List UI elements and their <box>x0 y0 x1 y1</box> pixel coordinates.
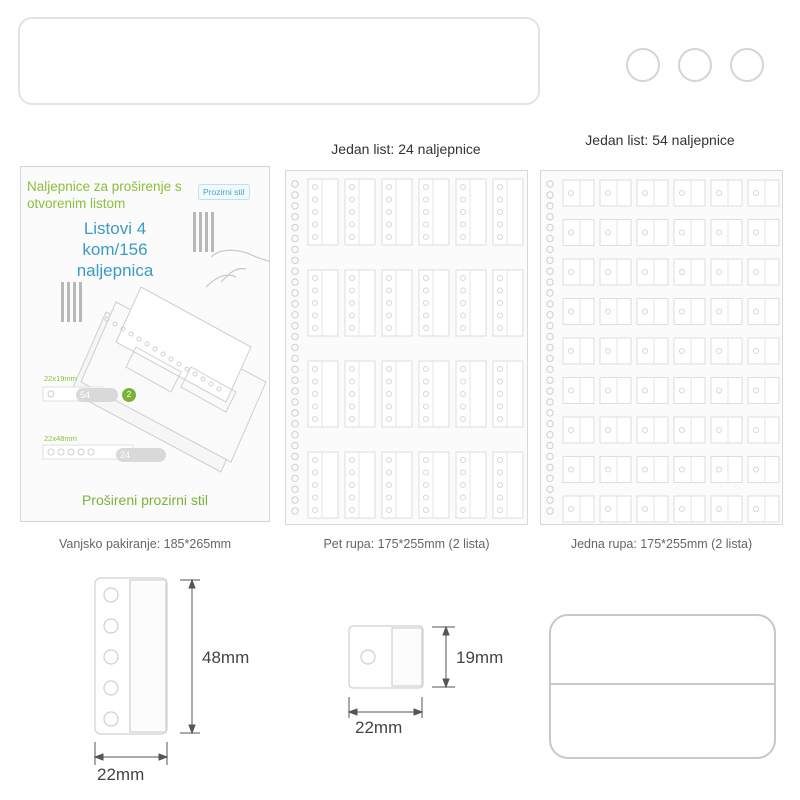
package-caption: Vanjsko pakiranje: 185*265mm <box>58 537 232 551</box>
small-tab-height-label: 19mm <box>456 648 504 667</box>
sheet-five-hole-caption: Pet rupa: 175*255mm (2 lista) <box>323 537 490 551</box>
package-pill-small: 54 <box>76 388 118 402</box>
package-size-small: 22x19mm <box>44 374 77 383</box>
package-size-large: 22x48mm <box>44 434 77 443</box>
sheet-one-hole-label: Jedan list: 54 naljepnice <box>585 132 735 148</box>
sheet-one-hole-caption: Jedna rupa: 175*255mm (2 lista) <box>570 537 753 551</box>
package-pill-large: 24 <box>116 448 166 462</box>
small-tab-width-label: 22mm <box>355 718 403 737</box>
package-subtitle: Listovi 4 kom/156 naljepnica <box>76 219 154 280</box>
package-style-tag: Prozirni stil <box>198 184 250 200</box>
package-pill-small-badge: 2 <box>122 388 136 402</box>
package-bottom-text: Prošireni prozirni stil <box>81 492 209 508</box>
sheet-five-hole-label: Jedan list: 24 naljepnice <box>331 141 481 157</box>
large-tab-height-label: 48mm <box>202 648 250 667</box>
large-tab-width-label: 22mm <box>97 765 145 784</box>
package-title: Naljepnice za proširenje s otvorenim listom <box>27 179 182 211</box>
